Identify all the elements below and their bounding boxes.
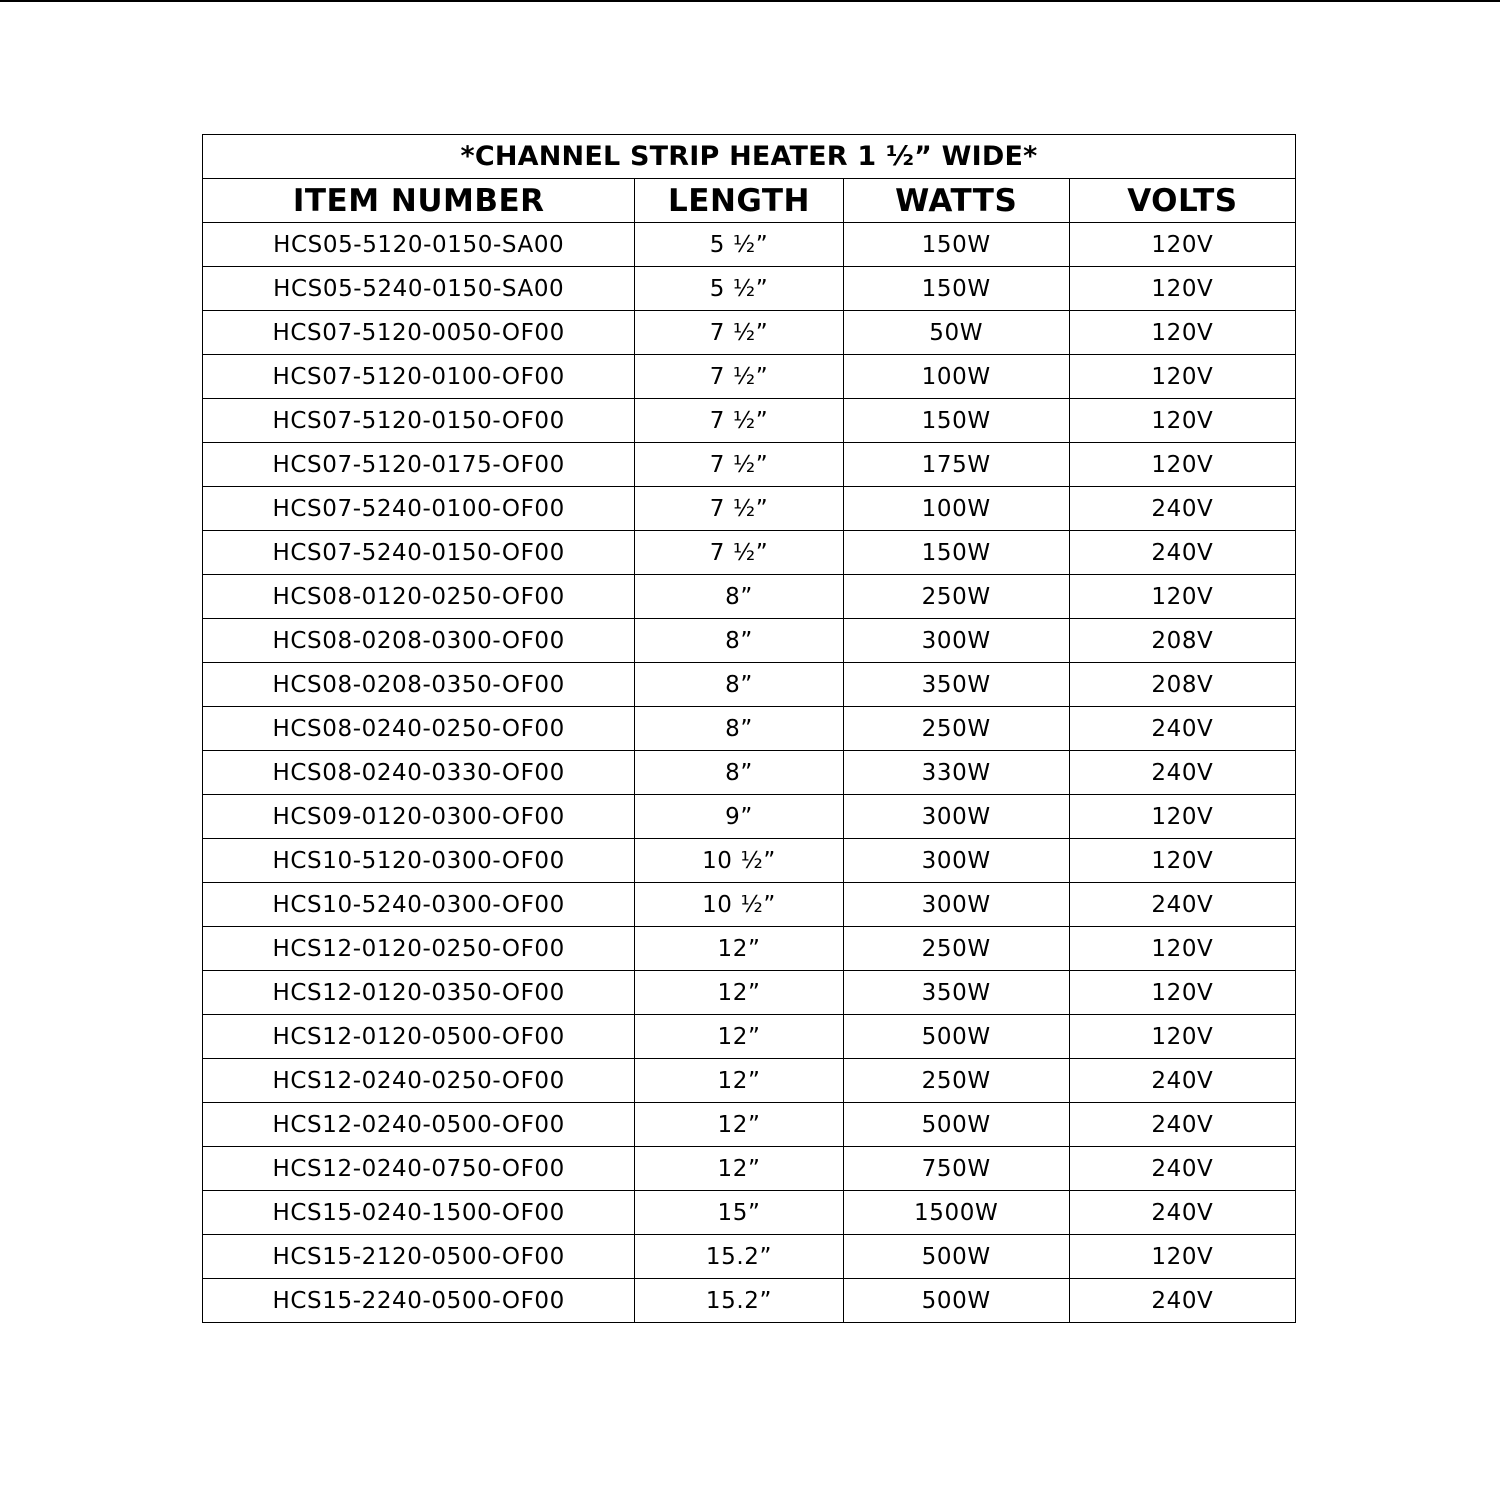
header-length: LENGTH (635, 179, 843, 223)
watts-cell: 150W (843, 531, 1069, 575)
table-row (203, 707, 1296, 751)
volts-cell: 240V (1069, 1103, 1295, 1147)
watts-cell: 250W (843, 927, 1069, 971)
item-number-cell: HCS07-5120-0050-OF00 (203, 311, 635, 355)
table-row (203, 1191, 1296, 1235)
volts-cell: 120V (1069, 267, 1295, 311)
length-cell: 7 ½” (635, 399, 843, 443)
item-number-cell: HCS07-5240-0100-OF00 (203, 487, 635, 531)
watts-cell: 500W (843, 1103, 1069, 1147)
volts-cell: 240V (1069, 1147, 1295, 1191)
volts-cell: 240V (1069, 1059, 1295, 1103)
watts-cell: 300W (843, 795, 1069, 839)
length-cell: 10 ½” (635, 883, 843, 927)
item-number-cell: HCS07-5240-0150-OF00 (203, 531, 635, 575)
volts-cell: 208V (1069, 663, 1295, 707)
item-number-cell: HCS12-0240-0750-OF00 (203, 1147, 635, 1191)
volts-cell: 120V (1069, 355, 1295, 399)
length-cell: 12” (635, 1103, 843, 1147)
length-cell: 8” (635, 707, 843, 751)
volts-cell: 120V (1069, 1235, 1295, 1279)
volts-cell: 120V (1069, 399, 1295, 443)
table-row (203, 399, 1296, 443)
length-cell: 9” (635, 795, 843, 839)
volts-cell: 120V (1069, 575, 1295, 619)
table-row (203, 443, 1296, 487)
watts-cell: 330W (843, 751, 1069, 795)
table-row (203, 1235, 1296, 1279)
table-row (203, 575, 1296, 619)
table-row (203, 619, 1296, 663)
header-watts: WATTS (843, 179, 1069, 223)
table-row (203, 883, 1296, 927)
table-row (203, 839, 1296, 883)
item-number-cell: HCS12-0120-0250-OF00 (203, 927, 635, 971)
table-row (203, 531, 1296, 575)
table-row (203, 971, 1296, 1015)
item-number-cell: HCS12-0240-0250-OF00 (203, 1059, 635, 1103)
item-number-cell: HCS09-0120-0300-OF00 (203, 795, 635, 839)
length-cell: 12” (635, 971, 843, 1015)
length-cell: 7 ½” (635, 443, 843, 487)
length-cell: 12” (635, 1147, 843, 1191)
table-row (203, 663, 1296, 707)
volts-cell: 240V (1069, 707, 1295, 751)
watts-cell: 150W (843, 399, 1069, 443)
volts-cell: 240V (1069, 1279, 1295, 1323)
item-number-cell: HCS08-0208-0300-OF00 (203, 619, 635, 663)
item-number-cell: HCS10-5240-0300-OF00 (203, 883, 635, 927)
item-number-cell: HCS15-2240-0500-OF00 (203, 1279, 635, 1323)
table-body (203, 223, 1296, 1323)
table-row (203, 311, 1296, 355)
length-cell: 12” (635, 1015, 843, 1059)
watts-cell: 500W (843, 1279, 1069, 1323)
volts-cell: 120V (1069, 795, 1295, 839)
length-cell: 7 ½” (635, 311, 843, 355)
item-number-cell: HCS08-0240-0330-OF00 (203, 751, 635, 795)
watts-cell: 175W (843, 443, 1069, 487)
table-title: *CHANNEL STRIP HEATER 1 ½” WIDE* (203, 135, 1296, 179)
volts-cell: 120V (1069, 927, 1295, 971)
length-cell: 15.2” (635, 1235, 843, 1279)
table-row (203, 355, 1296, 399)
item-number-cell: HCS07-5120-0100-OF00 (203, 355, 635, 399)
watts-cell: 750W (843, 1147, 1069, 1191)
length-cell: 8” (635, 575, 843, 619)
watts-cell: 350W (843, 663, 1069, 707)
volts-cell: 120V (1069, 443, 1295, 487)
table-row (203, 1279, 1296, 1323)
watts-cell: 50W (843, 311, 1069, 355)
item-number-cell: HCS15-2120-0500-OF00 (203, 1235, 635, 1279)
item-number-cell: HCS07-5120-0175-OF00 (203, 443, 635, 487)
length-cell: 12” (635, 927, 843, 971)
header-item-number: ITEM NUMBER (203, 179, 635, 223)
watts-cell: 1500W (843, 1191, 1069, 1235)
scan-edge (0, 0, 1500, 2)
volts-cell: 120V (1069, 971, 1295, 1015)
channel-strip-heater-table (202, 134, 1296, 1323)
table-row (203, 1147, 1296, 1191)
table-title-row (203, 135, 1296, 179)
table-row (203, 1103, 1296, 1147)
watts-cell: 100W (843, 355, 1069, 399)
watts-cell: 250W (843, 707, 1069, 751)
table-row (203, 1015, 1296, 1059)
length-cell: 15” (635, 1191, 843, 1235)
volts-cell: 120V (1069, 1015, 1295, 1059)
item-number-cell: HCS08-0208-0350-OF00 (203, 663, 635, 707)
item-number-cell: HCS05-5240-0150-SA00 (203, 267, 635, 311)
length-cell: 7 ½” (635, 531, 843, 575)
watts-cell: 250W (843, 575, 1069, 619)
volts-cell: 120V (1069, 839, 1295, 883)
volts-cell: 120V (1069, 223, 1295, 267)
item-number-cell: HCS05-5120-0150-SA00 (203, 223, 635, 267)
volts-cell: 240V (1069, 1191, 1295, 1235)
item-number-cell: HCS12-0120-0500-OF00 (203, 1015, 635, 1059)
volts-cell: 240V (1069, 487, 1295, 531)
volts-cell: 240V (1069, 883, 1295, 927)
item-number-cell: HCS15-0240-1500-OF00 (203, 1191, 635, 1235)
watts-cell: 300W (843, 883, 1069, 927)
volts-cell: 240V (1069, 531, 1295, 575)
watts-cell: 150W (843, 223, 1069, 267)
table-row (203, 223, 1296, 267)
watts-cell: 300W (843, 619, 1069, 663)
watts-cell: 350W (843, 971, 1069, 1015)
item-number-cell: HCS10-5120-0300-OF00 (203, 839, 635, 883)
watts-cell: 300W (843, 839, 1069, 883)
length-cell: 5 ½” (635, 223, 843, 267)
volts-cell: 208V (1069, 619, 1295, 663)
length-cell: 8” (635, 663, 843, 707)
length-cell: 15.2” (635, 1279, 843, 1323)
length-cell: 8” (635, 751, 843, 795)
table-row (203, 487, 1296, 531)
length-cell: 12” (635, 1059, 843, 1103)
table-header-row (203, 179, 1296, 223)
watts-cell: 500W (843, 1015, 1069, 1059)
watts-cell: 250W (843, 1059, 1069, 1103)
table-row (203, 267, 1296, 311)
watts-cell: 500W (843, 1235, 1069, 1279)
length-cell: 10 ½” (635, 839, 843, 883)
item-number-cell: HCS12-0240-0500-OF00 (203, 1103, 635, 1147)
volts-cell: 120V (1069, 311, 1295, 355)
table-row (203, 927, 1296, 971)
watts-cell: 150W (843, 267, 1069, 311)
table-row (203, 751, 1296, 795)
length-cell: 8” (635, 619, 843, 663)
volts-cell: 240V (1069, 751, 1295, 795)
length-cell: 5 ½” (635, 267, 843, 311)
length-cell: 7 ½” (635, 355, 843, 399)
header-volts: VOLTS (1069, 179, 1295, 223)
table-row (203, 1059, 1296, 1103)
length-cell: 7 ½” (635, 487, 843, 531)
item-number-cell: HCS08-0240-0250-OF00 (203, 707, 635, 751)
item-number-cell: HCS08-0120-0250-OF00 (203, 575, 635, 619)
table-row (203, 795, 1296, 839)
item-number-cell: HCS07-5120-0150-OF00 (203, 399, 635, 443)
watts-cell: 100W (843, 487, 1069, 531)
item-number-cell: HCS12-0120-0350-OF00 (203, 971, 635, 1015)
